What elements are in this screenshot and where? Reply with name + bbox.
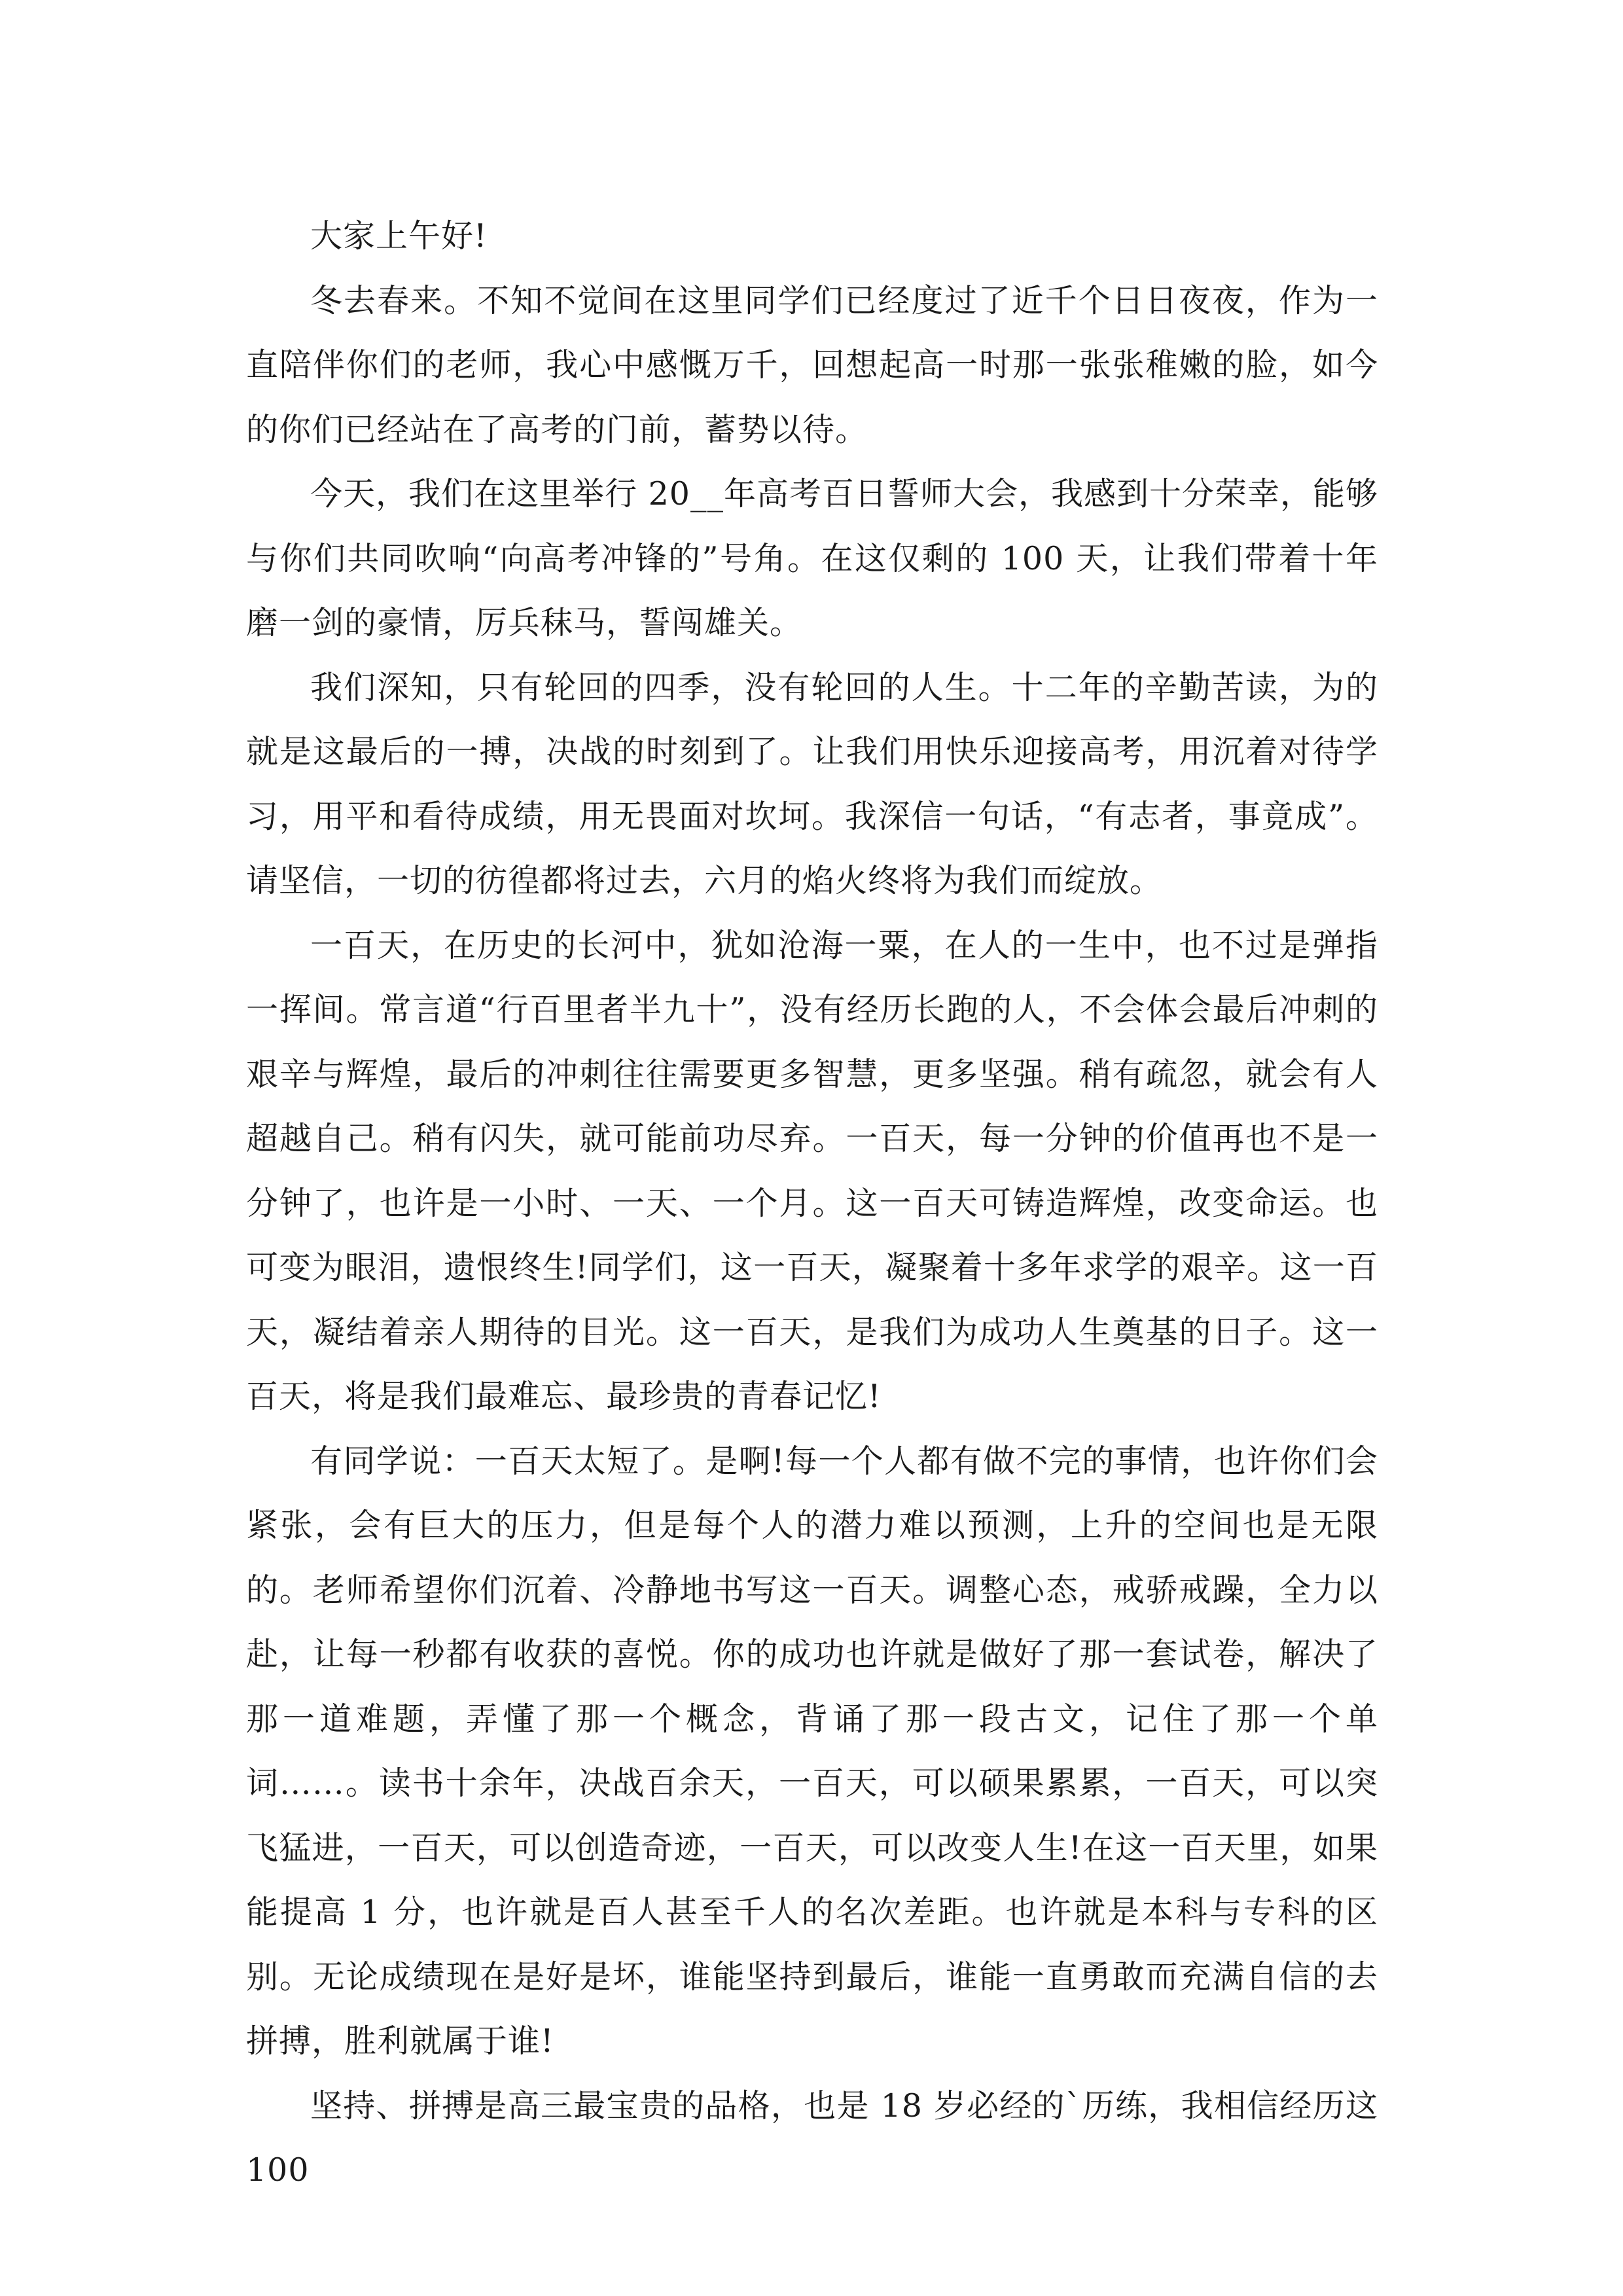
document-body <box>246 204 1378 2203</box>
paragraph-encouragement: 有同学说：一百天太短了。是啊!每一个人都有做不完的事情，也许你们会紧张，会有巨大的压力，但是每个人的潜力难以预测，上升的空间也是无限的。老师希望你们沉着、冷静地书写这一百天。调整心态，戒骄戒躁，全力以赴，让每一秒都有收获的喜悦。你的成功也许就是做好了那一套试卷，解决了那一道难题，弄懂了那一个概念，背诵了那一段古文，记住了那一个单词……。读书十余年，决战百余天，一百天，可以硕果累累，一百天，可以突飞猛进，一百天，可以创造奇迹，一百天，可以改变人生!在这一百天里，如果能提高 1 分，也许就是百人甚至千人的名次差距。也许就是本科与专科的区别。无论成绩现在是好是坏，谁能坚持到最后，谁能一直勇敢而充满自信的去拼搏，胜利就属于谁! <box>246 1442 1378 2060</box>
paragraph-greeting: 大家上午好! <box>310 217 488 255</box>
paragraph-resolve: 我们深知，只有轮回的四季，没有轮回的人生。十二年的辛勤苦读，为的就是这最后的一搏，决战的时刻到了。让我们用快乐迎接高考，用沉着对待学习，用平和看待成绩，用无畏面对坎坷。我深信一句话，“有志者，事竟成”。请坚信，一切的彷徨都将过去，六月的焰火终将为我们而绽放。 <box>246 668 1378 899</box>
paragraph-intro: 冬去春来。不知不觉间在这里同学们已经度过了近千个日日夜夜，作为一直陪伴你们的老师，我心中感慨万千，回想起高一时那一张张稚嫩的脸，如今的你们已经站在了高考的门前，蓄势以待。 <box>246 281 1378 448</box>
paragraph-perseverance: 坚持、拼搏是高三最宝贵的品格，也是 18 岁必经的`历练，我相信经历这 100 <box>246 2087 1378 2189</box>
paragraph-hundred-days: 一百天，在历史的长河中，犹如沧海一粟，在人的一生中，也不过是弹指一挥间。常言道“行百里者半九十”，没有经历长跑的人，不会体会最后冲刺的艰辛与辉煌，最后的冲刺往往需要更多智慧，更多坚强。稍有疏忽，就会有人超越自己。稍有闪失，就可能前功尽弃。一百天，每一分钟的价值再也不是一分钟了，也许是一小时、一天、一个月。这一百天可铸造辉煌，改变命运。也可变为眼泪，遗恨终生!同学们，这一百天，凝聚着十多年求学的艰辛。这一百天，凝结着亲人期待的目光。这一百天，是我们为成功人生奠基的日子。这一百天，将是我们最难忘、最珍贵的青春记忆! <box>246 926 1378 1415</box>
paragraph-ceremony: 今天，我们在这里举行 20__年高考百日誓师大会，我感到十分荣幸，能够与你们共同吹响“向高考冲锋的”号角。在这仅剩的 100 天，让我们带着十年磨一剑的豪情，厉兵秣马，誓闯雄关。 <box>246 475 1378 641</box>
